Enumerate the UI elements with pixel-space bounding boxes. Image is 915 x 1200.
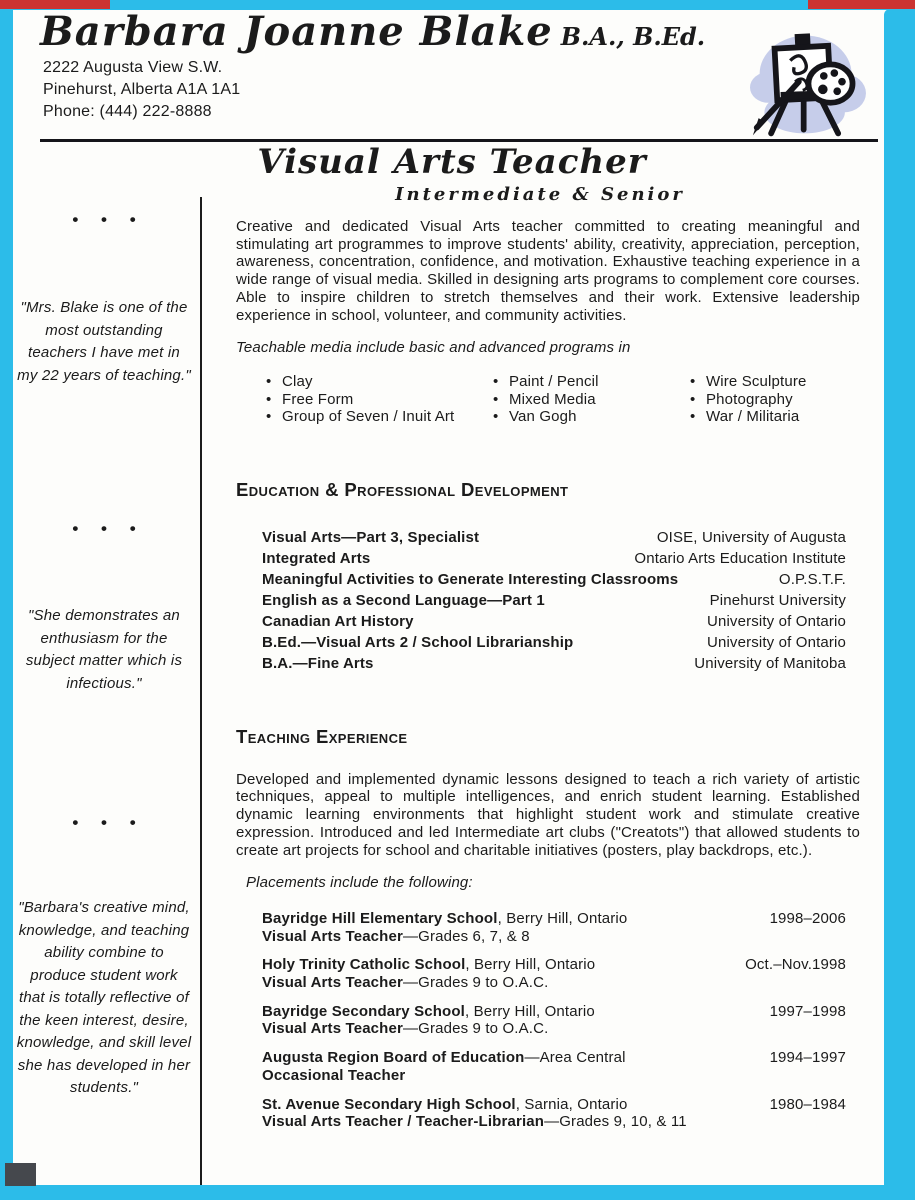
media-item-label: Mixed Media <box>509 390 596 408</box>
bullet-icon: • <box>493 372 499 390</box>
placement-school-line <box>262 956 595 974</box>
role-title: Visual Arts Teacher <box>262 1020 403 1038</box>
media-item-label: Free Form <box>282 390 354 408</box>
red-accent-bar-right <box>808 0 915 9</box>
institution-name: University of Ontario <box>706 633 846 651</box>
role-title: Visual Arts Teacher <box>262 927 403 945</box>
media-column-1 <box>266 373 493 426</box>
media-item <box>690 373 860 391</box>
education-table <box>236 527 860 674</box>
placement-entry <box>262 1003 846 1038</box>
role-title: Occasional Teacher <box>262 1066 406 1084</box>
placement-entry <box>262 956 846 991</box>
dots-separator-2: • • • <box>72 519 145 538</box>
school-name: Bayridge Secondary School <box>262 1002 465 1020</box>
education-row <box>262 590 846 611</box>
placement-school-line <box>262 1003 595 1021</box>
placement-date: 1997–1998 <box>769 1002 846 1020</box>
placement-school-line <box>262 1049 626 1067</box>
school-location: —Area Central <box>524 1049 626 1067</box>
frame-right-border <box>884 9 915 1200</box>
page-title: Visual Arts Teacher <box>257 142 647 182</box>
institution-name: University of Ontario <box>706 612 846 630</box>
scan-corner-tab <box>5 1163 36 1186</box>
media-item <box>493 408 690 426</box>
media-item <box>493 391 690 409</box>
school-location: , Berry Hill, Ontario <box>497 909 628 927</box>
bullet-icon: • <box>690 372 696 390</box>
role-detail: —Grades 9, 10, & 11 <box>544 1113 687 1131</box>
page-subtitle: Intermediate & Senior <box>395 184 685 205</box>
school-location: , Berry Hill, Ontario <box>464 1002 595 1020</box>
testimonial-quote-3: "Barbara's creative mind, knowledge, and teaching ability combine to produce student work that is totally reflective of the keen interest, desire, knowledge, and skill level she has developed in her students." <box>16 899 192 1096</box>
education-row <box>262 611 846 632</box>
bullet-icon: • <box>266 372 272 390</box>
institution-name: OISE, University of Augusta <box>656 528 846 546</box>
institution-name: University of Manitoba <box>694 654 846 672</box>
school-location: , Sarnia, Ontario <box>515 1095 628 1113</box>
media-item-label: Paint / Pencil <box>509 372 599 390</box>
main-content <box>236 218 860 1142</box>
media-item-label: War / Militaria <box>706 408 800 426</box>
bullet-icon: • <box>493 408 499 426</box>
placement-entry <box>262 1049 846 1084</box>
program-name: English as a Second Language—Part 1 <box>262 591 545 609</box>
placement-school-line <box>262 1096 628 1114</box>
dots-separator-3: • • • <box>72 813 145 832</box>
school-location: , Berry Hill, Ontario <box>465 956 596 974</box>
institution-name: Ontario Arts Education Institute <box>634 549 846 567</box>
media-item <box>690 391 860 409</box>
school-name: Bayridge Hill Elementary School <box>262 909 498 927</box>
role-detail: —Grades 6, 7, & 8 <box>402 927 530 945</box>
education-row <box>262 569 846 590</box>
placement-entry <box>262 1096 846 1131</box>
experience-paragraph: Developed and implemented dynamic lessons designed to teach a rich variety of artistic techniques, appeal to multiple intelligences, and enrich student learning. Established dynamic learning environments that highlight student work and stimulate creative expression. Introduced and led Intermediate art clubs ("Creatots") that allowed students to create art projects for school and charitable initiatives (posters, play backdrops, etc.). <box>236 770 860 859</box>
placement-date: 1980–1984 <box>769 1095 846 1113</box>
media-item <box>266 408 493 426</box>
program-name: B.A.—Fine Arts <box>262 654 374 672</box>
summary-paragraph: Creative and dedicated Visual Arts teacher committed to creating meaningful and stimulating art programmes to improve students' ability, creativity, appreciation, perception, awareness, concentration, confidence, and motivation. Exhaustive teaching experience in a wide range of visual media. Skilled in designing arts programs to complement core courses. Able to inspire children to stretch themselves and their work. Extensive leadership experience in school, volunteer, and community activities. <box>236 218 860 324</box>
frame-left-border <box>0 9 13 1200</box>
section-heading-education: Education & Professional Development <box>236 478 569 500</box>
person-credentials: B.A., B.Ed. <box>560 22 706 51</box>
placement-school-line <box>262 910 627 928</box>
bullet-icon: • <box>493 390 499 408</box>
placement-date: Oct.–Nov.1998 <box>745 956 846 974</box>
role-title: Visual Arts Teacher <box>262 974 403 992</box>
media-list <box>236 373 860 426</box>
education-row <box>262 632 846 653</box>
media-item <box>266 391 493 409</box>
program-name: Meaningful Activities to Generate Interesting Classrooms <box>262 570 679 588</box>
testimonial-quote-1: "Mrs. Blake is one of the most outstanding teachers I have met in my 22 years of teaching." <box>17 299 191 384</box>
education-row <box>262 548 846 569</box>
media-column-3 <box>690 373 860 426</box>
bullet-icon: • <box>266 390 272 408</box>
person-name: Barbara Joanne Blake <box>40 8 553 55</box>
placements-list <box>236 910 860 1131</box>
placement-date: 1998–2006 <box>769 909 846 927</box>
media-item <box>493 373 690 391</box>
bullet-icon: • <box>690 408 696 426</box>
program-name: Canadian Art History <box>262 612 414 630</box>
dots-separator-1: • • • <box>72 210 145 229</box>
media-item-label: Clay <box>282 372 313 390</box>
media-item-label: Wire Sculpture <box>706 372 807 390</box>
section-heading-experience: Teaching Experience <box>236 725 408 747</box>
program-name: B.Ed.—Visual Arts 2 / School Librarianship <box>262 633 574 651</box>
media-item <box>690 408 860 426</box>
header-name-block <box>40 8 705 55</box>
media-item <box>266 373 493 391</box>
media-column-2 <box>493 373 690 426</box>
media-item-label: Van Gogh <box>509 408 577 426</box>
phone-line: Phone: (444) 222-8888 <box>43 103 212 120</box>
institution-name: O.P.S.T.F. <box>778 570 846 588</box>
bullet-icon: • <box>690 390 696 408</box>
role-detail: —Grades 9 to O.A.C. <box>402 974 549 992</box>
testimonial-quote-2: "She demonstrates an enthusiasm for the subject matter which is infectious." <box>25 607 183 692</box>
placement-date: 1994–1997 <box>769 1049 846 1067</box>
address-line-1: 2222 Augusta View S.W. <box>43 59 223 76</box>
media-item-label: Group of Seven / Inuit Art <box>282 408 455 426</box>
education-row <box>262 653 846 674</box>
frame-bottom-border <box>13 1185 884 1200</box>
role-detail: —Grades 9 to O.A.C. <box>402 1020 549 1038</box>
school-name: Augusta Region Board of Education <box>262 1049 525 1067</box>
sidebar-divider <box>200 197 202 1185</box>
role-title: Visual Arts Teacher / Teacher-Librarian <box>262 1113 545 1131</box>
school-name: Holy Trinity Catholic School <box>262 956 466 974</box>
address-line-2: Pinehurst, Alberta A1A 1A1 <box>43 81 241 98</box>
program-name: Visual Arts—Part 3, Specialist <box>262 528 480 546</box>
education-row <box>262 527 846 548</box>
placements-intro: Placements include the following: <box>246 874 473 892</box>
artist-easel-icon <box>745 28 870 143</box>
icon-palette <box>808 64 852 102</box>
placement-entry <box>262 910 846 945</box>
contact-block <box>43 57 240 123</box>
program-name: Integrated Arts <box>262 549 371 567</box>
media-item-label: Photography <box>706 390 793 408</box>
teachable-media-intro: Teachable media include basic and advanced programs in <box>236 339 631 357</box>
school-name: St. Avenue Secondary High School <box>262 1095 516 1113</box>
bullet-icon: • <box>266 408 272 426</box>
institution-name: Pinehurst University <box>709 591 846 609</box>
